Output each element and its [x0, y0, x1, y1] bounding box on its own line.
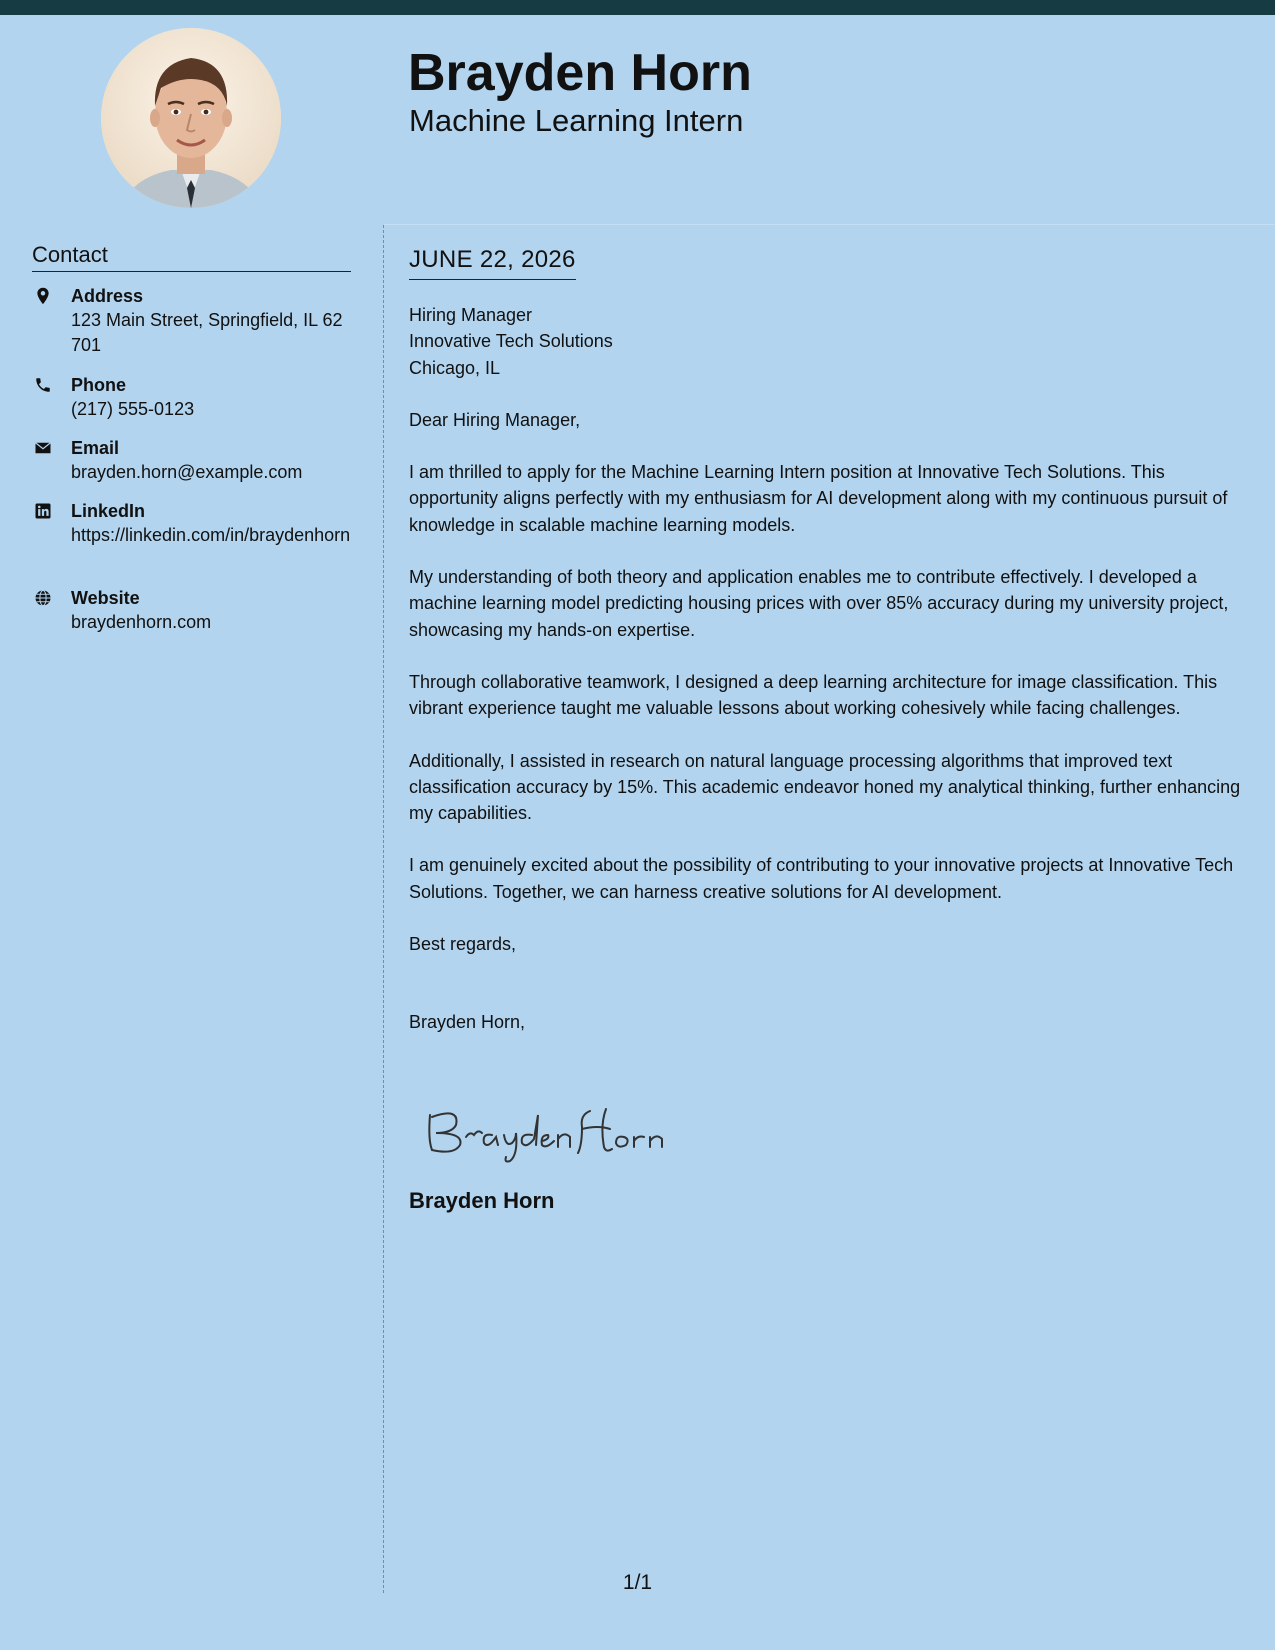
phone-icon [34, 376, 52, 394]
map-pin-icon [34, 287, 52, 305]
email-value: brayden.horn@example.com [71, 462, 303, 482]
letter-paragraph: I am genuinely excited about the possibility of contributing to your innovative projects at Innovative Tech Solutions. Together, we can harness creative solutions for AI development. [409, 855, 1234, 902]
contact-website [32, 586, 352, 635]
candidate-name: Brayden Horn [408, 44, 752, 102]
contact-heading: Contact [32, 241, 351, 272]
letter-paragraph: My understanding of both theory and application enables me to contribute effectively. I developed a machine learning model predicting housing prices with over 85% accuracy during my university project, showcasing my hands-on expertise. [409, 567, 1229, 640]
contact-email [32, 436, 352, 485]
website-value[interactable]: braydenhorn.com [71, 612, 212, 632]
page-number: 1/1 [622, 1571, 653, 1594]
recipient-block [409, 302, 1249, 381]
linkedin-value[interactable]: https://linkedin.com/in/braydenhorn [71, 525, 351, 545]
profile-photo [101, 28, 281, 208]
address-value: 123 Main Street, Springfield, IL 62701 [71, 310, 343, 355]
handwritten-signature [420, 1095, 680, 1165]
recipient-line: Innovative Tech Solutions [409, 331, 613, 352]
contact-phone [32, 373, 352, 422]
recipient-line: Hiring Manager [409, 305, 533, 325]
letter-paragraph: Additionally, I assisted in research on natural language processing algorithms that improved text classification accuracy by 15%. This academic endeavor honed my analytical thinking, further enhancing my capabilities. [409, 750, 1241, 824]
globe-icon [34, 589, 52, 607]
phone-label: Phone [71, 375, 127, 395]
letter-paragraph: I am thrilled to apply for the Machine Learning Intern position at Innovative Tech Solutions. This opportunity aligns perfectly with my enthusiasm for AI development along with my continuous pursuit of knowledge in scalable machine learning models. [409, 462, 1228, 535]
phone-value: (217) 555-0123 [71, 399, 195, 419]
job-title: Machine Learning Intern [409, 103, 744, 138]
website-label: Website [71, 588, 140, 608]
linkedin-icon [34, 502, 52, 520]
envelope-icon [34, 439, 52, 457]
salutation: Dear Hiring Manager, [409, 409, 581, 430]
closing: Best regards, [409, 934, 517, 955]
linkedin-label: LinkedIn [71, 501, 146, 521]
letter-date: JUNE 22, 2026 [409, 245, 576, 280]
address-label: Address [71, 286, 144, 306]
recipient-line: Chicago, IL [409, 357, 501, 378]
printed-name: Brayden Horn [409, 1188, 555, 1213]
header-divider [384, 224, 1275, 225]
letter-paragraph: Through collaborative teamwork, I designed a deep learning architecture for image classification. This vibrant experience taught me valuable lessons about working cohesively while facing challenges. [409, 671, 1218, 719]
contact-linkedin [32, 499, 352, 548]
top-bar [0, 0, 1275, 15]
sign-off-name: Brayden Horn, [409, 1012, 526, 1033]
contact-address [32, 284, 352, 358]
letter-body [409, 302, 1249, 1062]
column-divider [383, 225, 384, 1593]
email-label: Email [71, 438, 120, 458]
